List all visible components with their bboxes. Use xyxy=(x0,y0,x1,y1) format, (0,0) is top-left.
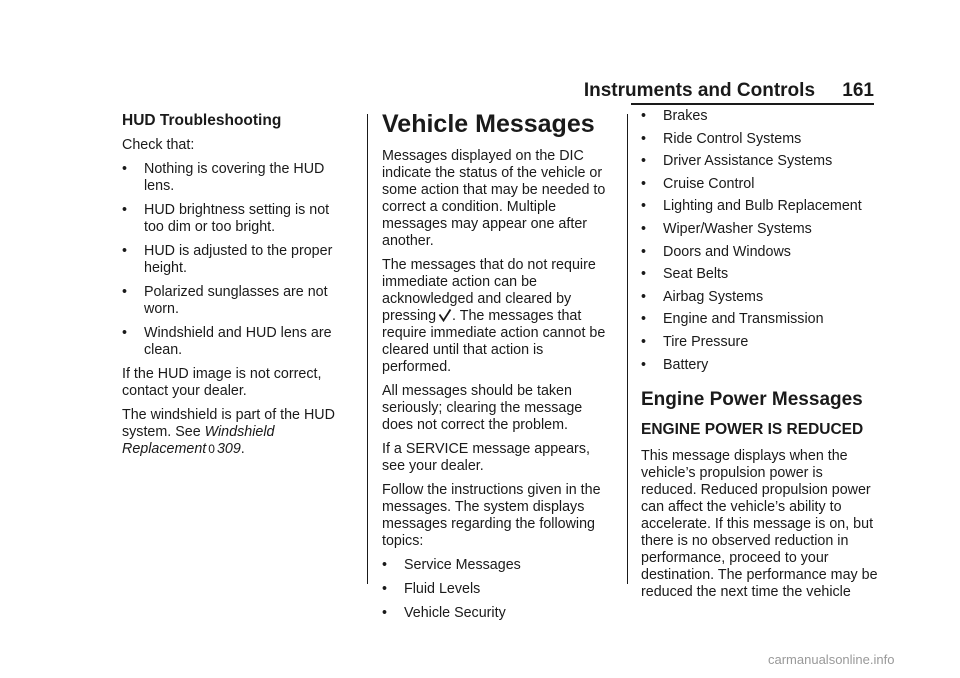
hud-troubleshooting-heading: HUD Troubleshooting xyxy=(122,112,282,129)
bullet-icon: • xyxy=(641,198,647,215)
windshield-paragraph: The windshield is part of the HUD system. See Windshield Replacement 0 309. xyxy=(122,407,335,457)
list-item: • Engine and Transmission xyxy=(641,311,824,328)
page-reference-icon: 0 xyxy=(208,442,215,456)
list-item: • Cruise Control xyxy=(641,175,755,192)
bullet-icon: • xyxy=(122,243,128,259)
checkmark-icon xyxy=(438,308,452,322)
list-item: • Fluid Levels xyxy=(382,581,481,597)
list-item: • Ride Control Systems xyxy=(641,130,802,147)
bullet-icon: • xyxy=(122,325,128,341)
list-item: • Service Messages xyxy=(382,557,521,573)
list-item: • Nothing is covering the HUD lens. xyxy=(122,161,325,194)
list-item: • Driver Assistance Systems xyxy=(641,153,833,170)
watermark: carmanualsonline.info xyxy=(768,652,895,667)
page-number: 161 xyxy=(842,80,874,101)
bullet-icon: • xyxy=(382,557,388,573)
bullet-icon: • xyxy=(382,605,388,621)
list-item: • HUD brightness setting is not too dim or too bright. xyxy=(122,202,330,235)
seriously-text: All messages should be taken seriously; clearing the message does not correct the problem. xyxy=(382,383,583,433)
follow-instructions-text: Follow the instructions given in the messages. The system displays messages regarding the following topics: xyxy=(382,482,601,549)
engine-power-reduced-heading: ENGINE POWER IS REDUCED xyxy=(641,420,864,438)
column-1 xyxy=(122,108,352,465)
bullet-icon: • xyxy=(641,153,647,170)
list-item: • Doors and Windows xyxy=(641,243,791,260)
reference-page: 309 xyxy=(216,441,241,457)
list-item: • Seat Belts xyxy=(641,266,729,283)
column-3 xyxy=(641,108,881,608)
check-list xyxy=(122,161,352,359)
vehicle-messages-heading: Vehicle Messages xyxy=(382,110,595,138)
bullet-icon: • xyxy=(641,175,647,192)
engine-power-messages-heading: Engine Power Messages xyxy=(641,388,863,410)
engine-power-text: This message displays when the vehicle’s propulsion power is reduced. Reduced propulsion power can affect the vehicle’s ability to accelerate. If this message is on, but there is no observed reduction in performance, proceed to your destination. The performance may be reduced the next time the vehicle xyxy=(641,447,878,600)
topics-list-continued xyxy=(641,108,881,374)
page-header xyxy=(0,80,874,102)
list-item: • Wiper/Washer Systems xyxy=(641,220,812,237)
bullet-icon: • xyxy=(641,220,647,237)
list-item: • Airbag Systems xyxy=(641,288,764,305)
windshield-replacement-link[interactable]: Windshield Replacement 0 309 xyxy=(122,424,275,457)
bullet-icon: • xyxy=(641,288,647,305)
bullet-icon: • xyxy=(641,333,647,350)
bullet-icon: • xyxy=(641,266,647,283)
bullet-icon: • xyxy=(641,130,647,147)
contact-dealer-text: If the HUD image is not correct, contact your dealer. xyxy=(122,366,322,399)
bullet-icon: • xyxy=(122,202,128,218)
check-that-text: Check that: xyxy=(122,137,195,153)
column-divider-1 xyxy=(367,114,368,584)
list-item: • Windshield and HUD lens are clean. xyxy=(122,325,332,358)
section-title: Instruments and Controls xyxy=(583,80,816,101)
bullet-icon: • xyxy=(641,311,647,328)
acknowledge-text: The messages that do not require immediate action can be acknowledged and cleared by pressing . The messages that require immediate action cannot be cleared until that action is performed. xyxy=(382,257,606,375)
bullet-icon: • xyxy=(122,284,128,300)
list-item: • Tire Pressure xyxy=(641,333,749,350)
dic-intro-text: Messages displayed on the DIC indicate the status of the vehicle or some action that may be needed to correct a condition. Multiple messages may appear one after another. xyxy=(382,148,606,249)
topics-list xyxy=(382,557,612,622)
column-divider-2 xyxy=(627,114,628,584)
bullet-icon: • xyxy=(382,581,388,597)
bullet-icon: • xyxy=(122,161,128,177)
list-item: • Battery xyxy=(641,356,709,373)
bullet-icon: • xyxy=(641,356,647,373)
list-item: • Brakes xyxy=(641,108,708,124)
list-item: • Polarized sunglasses are not worn. xyxy=(122,284,328,317)
header-rule xyxy=(631,103,874,105)
bullet-icon: • xyxy=(641,108,647,124)
list-item: • Vehicle Security xyxy=(382,605,506,621)
list-item: • HUD is adjusted to the proper height. xyxy=(122,243,333,276)
service-message-text: If a SERVICE message appears, see your dealer. xyxy=(382,441,590,474)
bullet-icon: • xyxy=(641,243,647,260)
list-item: • Lighting and Bulb Replacement xyxy=(641,198,862,215)
column-2 xyxy=(382,108,612,629)
